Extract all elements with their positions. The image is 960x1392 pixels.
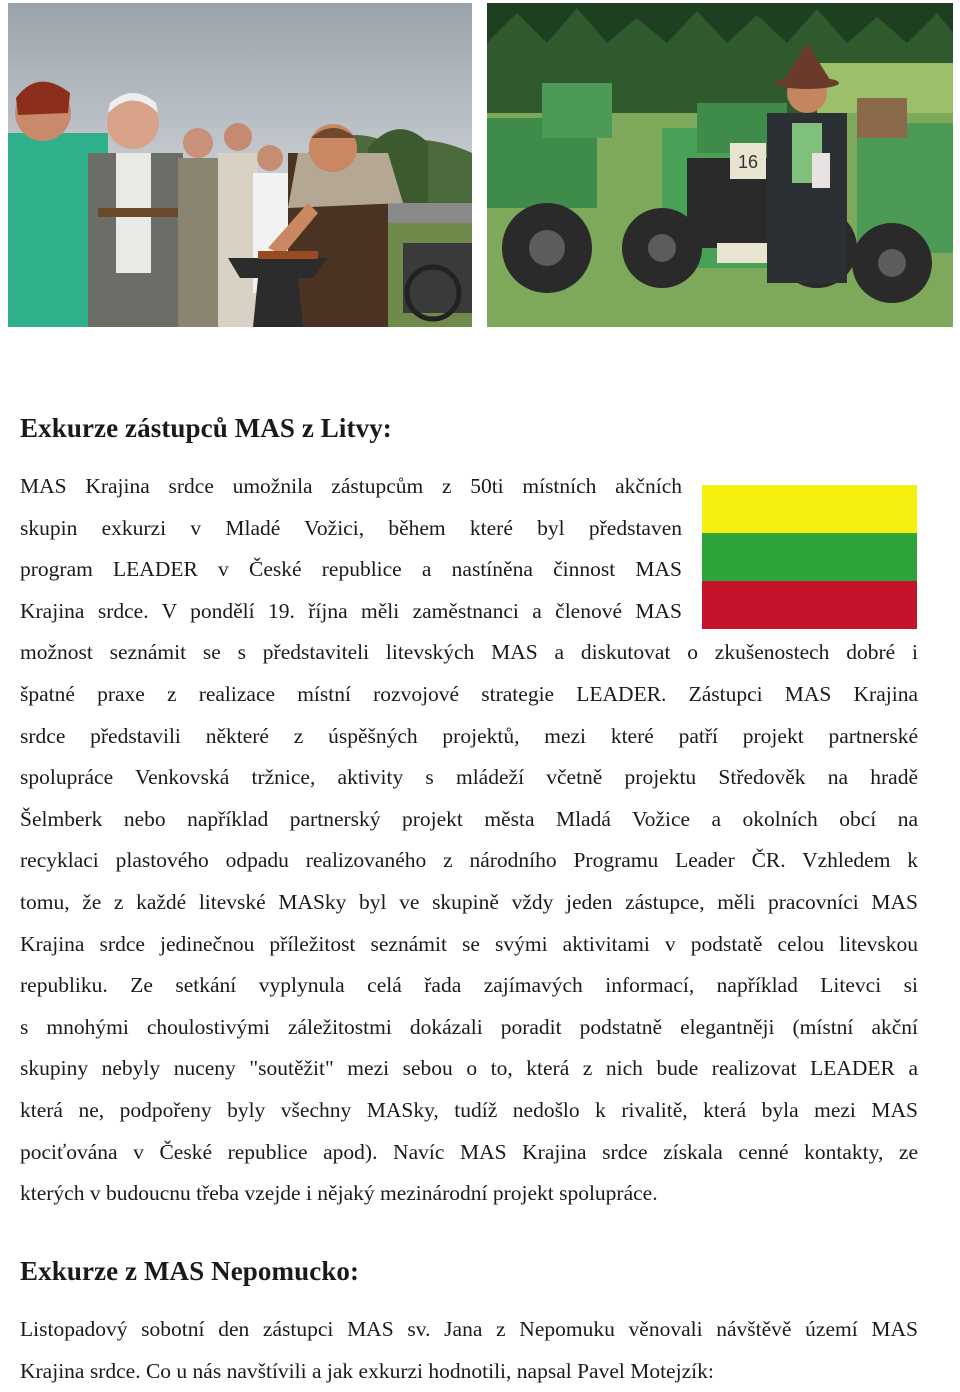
text-line: možnost seznámit se s představiteli litevských MAS a diskutovat o zkušenostech dobré i (20, 640, 918, 665)
text-line: spolupráce Venkovská tržnice, aktivity s mládeží včetně projektu Středověk na hradě (20, 765, 918, 790)
text-line: která ne, podpořeny byly všechny MASky, tudíž nedošlo k rivalitě, která byla mezi MAS (20, 1097, 918, 1122)
text-line: tomu, že z každé litevské MASky byl ve skupině vždy jeden zástupce, měli pracovníci MAS (20, 889, 918, 914)
text-line: Listopadový sobotní den zástupci MAS sv. Jana z Nepomuku věnovali návštěvě území MAS (20, 1317, 918, 1341)
paragraph-litva (20, 466, 918, 1215)
text-line: recyklaci plastového odpadu realizovaného z národního Programu Leader ČR. Vzhledem k (20, 848, 918, 873)
text-line: republiku. Ze setkání vyplynula celá řada zajímavých informací, například Litevci si (20, 973, 918, 998)
text-line: s mnohými choulostivými záležitostmi dokázali poradit podstatně elegantněji (místní akční (20, 1014, 918, 1039)
svg-text:16: 16 (737, 152, 759, 172)
text-line: Šelmberk nebo například partnerský projekt města Mladá Vožice a okolních obcí na (20, 806, 918, 831)
text-line: MAS Krajina srdce umožnila zástupcům z 50ti místních akčních (20, 474, 682, 498)
text-line: Krajina srdce. V pondělí 19. října měli zaměstnanci a členové MAS (20, 598, 682, 623)
text-line: skupin exkurzi v Mladé Vožici, během které byl představen (20, 515, 682, 540)
text-line: Krajina srdce jedinečnou příležitost seznámit se svými aktivitami v podstatě celou litevskou (20, 931, 918, 956)
blacksmith-photo (8, 3, 472, 327)
paragraph-nepomucko (20, 1309, 918, 1392)
text-line: špatné praxe z realizace místní rozvojové strategie LEADER. Zástupci MAS Krajina (20, 681, 918, 706)
tractors-photo-drawing (487, 3, 953, 327)
section-heading-litva: Exkurze zástupců MAS z Litvy: (20, 413, 392, 443)
text-line: program LEADER v České republice a nastíněna činnost MAS (20, 557, 682, 582)
text-line: pociťována v České republice apod). Navíc MAS Krajina srdce získala cenné kontakty, ze (20, 1139, 918, 1164)
text-line: srdce představili některé z úspěšných projektů, mezi které patří projekt partnerské (20, 723, 918, 748)
tractors-photo (487, 3, 953, 327)
section-heading-nepomucko: Exkurze z MAS Nepomucko: (20, 1256, 360, 1286)
text-line: Krajina srdce. Co u nás navštívili a jak exkurzi hodnotili, napsal Pavel Motejzík: (20, 1358, 714, 1383)
blacksmith-photo-drawing (8, 3, 472, 327)
text-line: skupiny nebyly nuceny "soutěžit" mezi sebou o to, která z nich bude realizovat LEADER a (20, 1056, 918, 1081)
text-line: kterých v budoucnu třeba vzejde i nějaký mezinárodní projekt spolupráce. (20, 1181, 658, 1206)
